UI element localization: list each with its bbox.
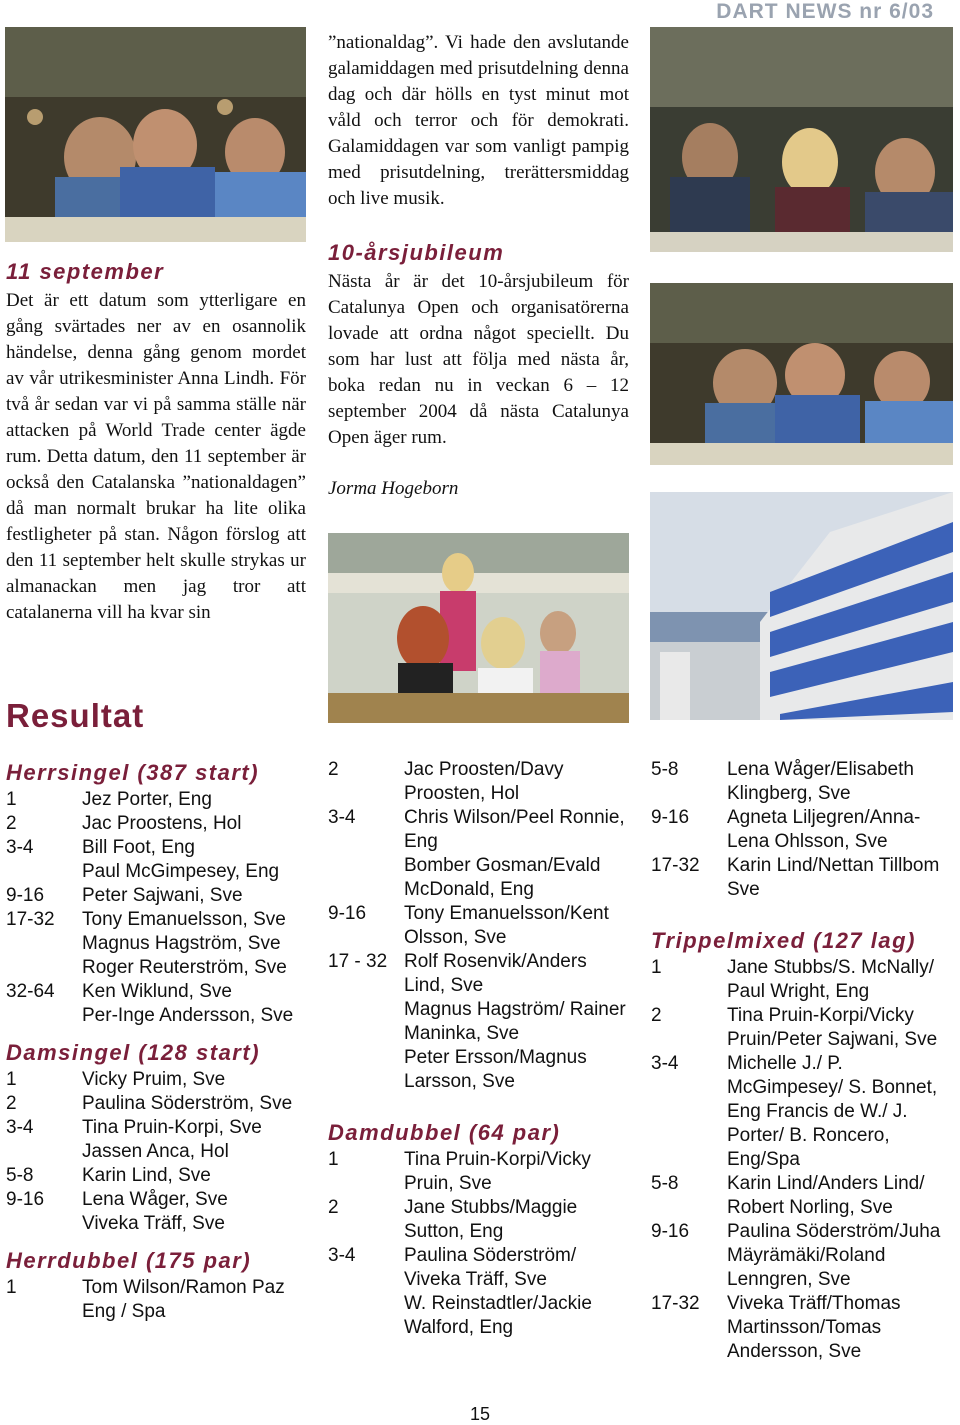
- results-section-heading: Herrsingel (387 start): [6, 760, 260, 785]
- dinner-photo-mid-right: [650, 283, 953, 465]
- results-section: [6, 758, 311, 1028]
- result-names: Paulina Söderström/Juha Mäyrämäki/Roland Lenngren, Sve: [727, 1221, 941, 1290]
- result-row: [6, 908, 311, 932]
- result-names: Magnus Hagström/ Rainer Maninka, Sve: [404, 999, 626, 1044]
- result-row: [6, 860, 311, 884]
- result-rank: 2: [6, 1093, 17, 1114]
- result-names: Jane Stubbs/Maggie Sutton, Eng: [404, 1197, 578, 1242]
- result-rank: 1: [6, 789, 17, 810]
- results-section: [6, 1246, 311, 1324]
- article-top-text: ”nationaldag”. Vi hade den avslutande galamiddagen med prisutdelning denna dag och där hölls en tyst minut mot våld och terror och för demokrati. Galamiddagen var som vanligt pampig med prisutdelning, trerättersmiddag och live musik.: [328, 32, 629, 209]
- result-row: [6, 1164, 311, 1188]
- result-row: [651, 854, 956, 902]
- result-names: Michelle J./ P. McGimpesey/ S. Bonnet, Eng Francis de W./ J. Porter/ B. Roncero, Eng/Spa: [727, 1053, 938, 1170]
- result-row: [6, 884, 311, 908]
- result-rank: [328, 998, 404, 1046]
- result-rank: 9-16: [328, 903, 367, 924]
- result-row: [651, 956, 956, 1004]
- results-column-2: [328, 758, 628, 1340]
- result-names: Tina Pruin-Korpi, Sve: [82, 1117, 262, 1138]
- result-row: [6, 1092, 311, 1116]
- result-names: Karin Lind/Anders Lind/ Robert Norling, Sve: [727, 1173, 925, 1218]
- result-row: [6, 1004, 311, 1028]
- result-rank: 17-32: [651, 1293, 700, 1314]
- result-names: Lena Wåger, Sve: [82, 1189, 228, 1210]
- results-section-heading: Damsingel (128 start): [6, 1040, 261, 1065]
- result-row: [6, 1188, 311, 1212]
- result-rank: 2: [328, 759, 339, 780]
- result-names: W. Reinstadtler/Jackie Walford, Eng: [404, 1293, 592, 1338]
- bar-photo-center: [328, 533, 629, 723]
- result-names: Lena Wåger/Elisabeth Klingberg, Sve: [727, 759, 914, 804]
- result-names: Per-Inge Andersson, Sve: [82, 1005, 294, 1026]
- result-names: Jac Proostens, Hol: [82, 813, 242, 834]
- result-row: [651, 1292, 956, 1364]
- result-row: [328, 806, 628, 854]
- section-jubileum-text: Nästa år är det 10-årsjubileum för Catalunya Open och organisatörerna lovade att ordna något speciellt. Du som har lust att följa med nästa år, boka redan nu in veckan 6 – 12 september 2004 då nästa Catalunya Open äger rum.: [328, 271, 629, 448]
- result-names: Karin Lind, Sve: [82, 1165, 211, 1186]
- result-rank: 9-16: [6, 1189, 45, 1210]
- result-rank: [6, 1140, 82, 1164]
- results-section-heading: Damdubbel (64 par): [328, 1120, 561, 1145]
- dinner-photo-top-right: [650, 27, 953, 252]
- result-names: Tina Pruin-Korpi/Vicky Pruin/Peter Sajwani, Sve: [727, 1005, 938, 1050]
- result-names: Ken Wiklund, Sve: [82, 981, 232, 1002]
- results-section: [328, 758, 628, 1094]
- result-row: [328, 758, 628, 806]
- result-rank: 3-4: [6, 1117, 34, 1138]
- result-row: [6, 1140, 311, 1164]
- result-names: Jez Porter, Eng: [82, 789, 212, 810]
- result-rank: [6, 1004, 82, 1028]
- result-row: [6, 836, 311, 860]
- result-names: Chris Wilson/Peel Ronnie, Eng: [404, 807, 625, 852]
- results-section: [651, 758, 956, 902]
- result-rank: 2: [328, 1197, 339, 1218]
- result-rank: 9-16: [651, 1221, 690, 1242]
- result-rank: [6, 932, 82, 956]
- result-row: [651, 1220, 956, 1292]
- result-names: Karin Lind/Nettan Tillbom Sve: [727, 855, 940, 900]
- result-names: Jac Proosten/Davy Proosten, Hol: [404, 759, 564, 804]
- section-heading-11-september: 11 september: [6, 259, 165, 284]
- result-row: [651, 1052, 956, 1172]
- result-rank: 2: [6, 813, 17, 834]
- result-names: Paulina Söderström/ Viveka Träff, Sve: [404, 1245, 577, 1290]
- result-row: [6, 1068, 311, 1092]
- result-names: Paul McGimpesey, Eng: [82, 861, 280, 882]
- result-names: Rolf Rosenvik/Anders Lind, Sve: [404, 951, 587, 996]
- result-row: [328, 1292, 628, 1340]
- result-rank: 3-4: [651, 1053, 679, 1074]
- results-section: [328, 1118, 628, 1340]
- result-rank: [6, 860, 82, 884]
- result-names: Jane Stubbs/S. McNally/ Paul Wright, Eng: [727, 957, 934, 1002]
- result-row: [651, 806, 956, 854]
- results-column-1: [6, 758, 311, 1324]
- result-rank: 1: [651, 957, 662, 978]
- result-row: [6, 1116, 311, 1140]
- result-names: Peter Sajwani, Sve: [82, 885, 243, 906]
- result-row: [328, 1148, 628, 1196]
- result-names: Agneta Liljegren/Anna-Lena Ohlsson, Sve: [727, 807, 921, 852]
- result-row: [328, 998, 628, 1046]
- result-row: [328, 1046, 628, 1094]
- results-section: [6, 1038, 311, 1236]
- results-title: Resultat: [6, 697, 145, 734]
- result-rank: 3-4: [6, 837, 34, 858]
- result-rank: [328, 854, 404, 902]
- result-rank: 17 - 32: [328, 951, 388, 972]
- result-rank: 5-8: [651, 759, 679, 780]
- result-rank: [328, 1046, 404, 1094]
- result-names: Jassen Anca, Hol: [82, 1141, 229, 1162]
- result-rank: 1: [328, 1149, 339, 1170]
- result-rank: 9-16: [651, 807, 690, 828]
- result-row: [328, 854, 628, 902]
- result-rank: 32-64: [6, 981, 55, 1002]
- results-section-heading: Herrdubbel (175 par): [6, 1248, 252, 1273]
- result-row: [328, 950, 628, 998]
- result-rank: [6, 1212, 82, 1236]
- result-rank: 9-16: [6, 885, 45, 906]
- result-names: Bill Foot, Eng: [82, 837, 195, 858]
- result-rank: 3-4: [328, 807, 356, 828]
- magazine-header: DART NEWS nr 6/03: [716, 0, 934, 23]
- result-row: [6, 1276, 311, 1324]
- result-rank: 2: [651, 1005, 662, 1026]
- result-rank: 5-8: [651, 1173, 679, 1194]
- result-names: Tony Emanuelsson, Sve: [82, 909, 286, 930]
- result-rank: 1: [6, 1277, 17, 1298]
- result-row: [651, 758, 956, 806]
- results-section-heading: Trippelmixed (127 lag): [651, 928, 916, 953]
- result-row: [328, 1244, 628, 1292]
- result-names: Tina Pruin-Korpi/Vicky Pruin, Sve: [404, 1149, 591, 1194]
- dinner-photo-top-left: [5, 27, 306, 242]
- result-names: Roger Reuterström, Sve: [82, 957, 287, 978]
- result-row: [328, 902, 628, 950]
- result-names: Viveka Träff/Thomas Martinsson/Tomas Andersson, Sve: [727, 1293, 901, 1362]
- results-column-3: [651, 758, 956, 1364]
- result-row: [328, 1196, 628, 1244]
- result-rank: 17-32: [651, 855, 700, 876]
- result-row: [6, 932, 311, 956]
- result-names: Tom Wilson/Ramon Paz Eng / Spa: [82, 1277, 285, 1322]
- result-rank: 17-32: [6, 909, 55, 930]
- results-section: [651, 926, 956, 1364]
- section-11-september-text: Det är ett datum som ytterligare en gång svärtades ner av en osannolik händelse, denna gång genom mordet av vår utrikesminister Anna Lindh. För två år sedan var vi på samma ställe när attacken på World Trade center ägde rum. Detta datum, den 11 september är också den Catalanska ”nationaldagen” då man normalt brukar ha lite olika festligheter på stan. Någon förslog att den 11 september helt skulle strykas ur almanackan men jag tror att catalanerna vill ha kvar sin: [6, 290, 306, 623]
- hotel-photo-bottom-right: [650, 492, 953, 720]
- result-names: Paulina Söderström, Sve: [82, 1093, 293, 1114]
- result-row: [6, 956, 311, 980]
- result-row: [651, 1172, 956, 1220]
- result-names: Tony Emanuelsson/Kent Olsson, Sve: [404, 903, 609, 948]
- result-row: [6, 788, 311, 812]
- result-rank: 1: [6, 1069, 17, 1090]
- result-names: Magnus Hagström, Sve: [82, 933, 281, 954]
- result-row: [6, 1212, 311, 1236]
- article-author: Jorma Hogeborn: [328, 478, 459, 499]
- page-number: 15: [469, 1404, 491, 1424]
- result-row: [6, 980, 311, 1004]
- result-names: Bomber Gosman/Evald McDonald, Eng: [404, 855, 601, 900]
- result-names: Vicky Pruim, Sve: [82, 1069, 226, 1090]
- result-row: [6, 812, 311, 836]
- result-row: [651, 1004, 956, 1052]
- result-rank: [6, 956, 82, 980]
- result-rank: 3-4: [328, 1245, 356, 1266]
- result-rank: [328, 1292, 404, 1340]
- result-names: Peter Ersson/Magnus Larsson, Sve: [404, 1047, 587, 1092]
- section-heading-jubileum: 10-årsjubileum: [328, 240, 505, 265]
- result-rank: 5-8: [6, 1165, 34, 1186]
- result-names: Viveka Träff, Sve: [82, 1213, 225, 1234]
